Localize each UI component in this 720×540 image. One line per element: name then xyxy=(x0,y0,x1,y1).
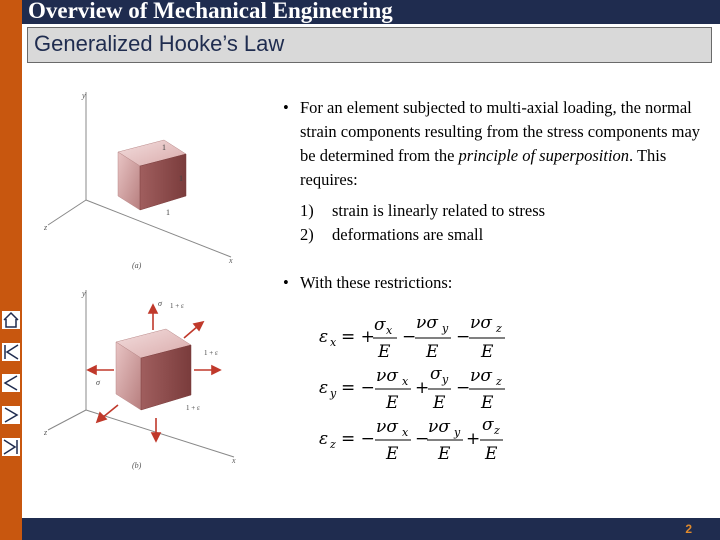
bullet-text: With these restrictions: xyxy=(300,273,453,292)
svg-text:= −: = − xyxy=(341,429,375,449)
home-button[interactable] xyxy=(1,310,21,330)
list-item: 1) strain is linearly related to stress xyxy=(300,201,546,220)
previous-slide-icon xyxy=(1,373,21,393)
bullet-restrictions xyxy=(283,271,703,295)
z-axis xyxy=(48,200,86,225)
list-item: 2) deformations are small xyxy=(300,225,484,244)
svg-text:x: x xyxy=(386,324,393,337)
x-axis xyxy=(86,200,231,257)
course-title: Overview of Mechanical Engineering xyxy=(28,0,393,23)
page-number: 2 xyxy=(685,522,692,536)
svg-text:σ: σ xyxy=(374,315,386,335)
svg-text:z: z xyxy=(496,322,502,335)
y-axis-label: y xyxy=(82,289,86,298)
svg-text:x: x xyxy=(330,336,337,349)
left-accent-bar xyxy=(0,0,22,540)
stress-element-figure xyxy=(36,80,276,480)
svg-text:E: E xyxy=(433,393,446,413)
front-strain-label: 1 + ε xyxy=(186,404,200,412)
equation-epsilon-y xyxy=(319,364,505,413)
last-slide-button[interactable] xyxy=(1,437,21,457)
svg-text:νσ: νσ xyxy=(376,417,398,437)
svg-text:E: E xyxy=(386,444,399,464)
last-slide-icon xyxy=(1,437,21,457)
right-edge-label: 1 xyxy=(179,174,183,183)
svg-text:σ: σ xyxy=(430,364,442,384)
loaded-element-diagram xyxy=(43,289,236,470)
slide-title: Generalized Hooke’s Law xyxy=(34,31,285,56)
svg-text:x: x xyxy=(402,375,409,388)
bullet-tail: . This requires: xyxy=(300,146,667,189)
svg-text:+: + xyxy=(415,378,430,398)
z-axis xyxy=(48,410,86,430)
equation-epsilon-x xyxy=(319,313,505,362)
svg-text:= −: = − xyxy=(341,378,375,398)
right-strain-label: 1 + ε xyxy=(204,349,218,357)
svg-text:z: z xyxy=(496,375,502,388)
svg-text:y: y xyxy=(454,426,461,439)
equation-epsilon-z xyxy=(319,415,503,464)
unloaded-element-diagram xyxy=(43,91,233,270)
conditions-list xyxy=(300,199,703,247)
top-strain-label: 1 + ε xyxy=(170,302,184,310)
svg-text:ε: ε xyxy=(319,378,329,398)
caption-a: (a) xyxy=(132,261,142,270)
svg-text:νσ: νσ xyxy=(470,366,492,386)
first-slide-icon xyxy=(1,342,21,362)
footer-bar xyxy=(22,518,720,540)
svg-text:E: E xyxy=(481,342,494,362)
first-slide-button[interactable] xyxy=(1,342,21,362)
caption-b: (b) xyxy=(132,461,142,470)
svg-text:νσ: νσ xyxy=(376,366,398,386)
svg-text:E: E xyxy=(485,444,498,464)
svg-text:−: − xyxy=(456,327,471,347)
slide-body xyxy=(283,96,703,295)
top-edge-label: 1 xyxy=(162,143,166,152)
bullet-superposition xyxy=(283,96,703,192)
svg-text:z: z xyxy=(494,424,500,437)
previous-slide-button[interactable] xyxy=(1,373,21,393)
svg-text:νσ: νσ xyxy=(416,313,438,333)
svg-text:E: E xyxy=(426,342,439,362)
slide-title-box xyxy=(27,27,712,63)
svg-text:ε: ε xyxy=(319,429,329,449)
bullet-marker: • xyxy=(283,273,289,292)
svg-text:E: E xyxy=(481,393,494,413)
z-axis-label: z xyxy=(44,428,48,437)
svg-text:σ: σ xyxy=(482,415,494,435)
x-axis-label: x xyxy=(229,256,233,265)
strain-equations xyxy=(315,312,525,467)
sigma-x-label: σ xyxy=(96,378,100,387)
next-slide-button[interactable] xyxy=(1,405,21,425)
svg-text:= +: = + xyxy=(341,327,375,347)
bullet-text: For an element subjected to multi-axial loading, the normal strain components resulting from the stress components may be determined from the xyxy=(300,98,701,165)
bullet-italic-term: principle of superposition xyxy=(458,146,630,165)
svg-text:E: E xyxy=(386,393,399,413)
svg-text:−: − xyxy=(456,378,471,398)
svg-text:νσ: νσ xyxy=(470,313,492,333)
bullet-marker: • xyxy=(283,98,289,117)
svg-text:y: y xyxy=(442,373,449,386)
y-axis-label: y xyxy=(82,91,86,100)
svg-text:z: z xyxy=(330,438,336,451)
svg-text:E: E xyxy=(378,342,391,362)
svg-text:y: y xyxy=(330,387,337,400)
svg-text:+: + xyxy=(466,429,481,449)
svg-text:νσ: νσ xyxy=(428,417,450,437)
svg-text:−: − xyxy=(402,327,417,347)
sigma-y-label: σ xyxy=(158,299,162,308)
front-edge-label: 1 xyxy=(166,208,170,217)
svg-text:y: y xyxy=(442,322,449,335)
home-icon xyxy=(1,310,21,330)
x-axis-label: x xyxy=(232,456,236,465)
svg-text:x: x xyxy=(402,426,409,439)
z-axis-label: z xyxy=(44,223,48,232)
svg-text:ε: ε xyxy=(319,327,329,347)
svg-text:−: − xyxy=(415,429,430,449)
next-slide-icon xyxy=(1,405,21,425)
svg-text:E: E xyxy=(438,444,451,464)
